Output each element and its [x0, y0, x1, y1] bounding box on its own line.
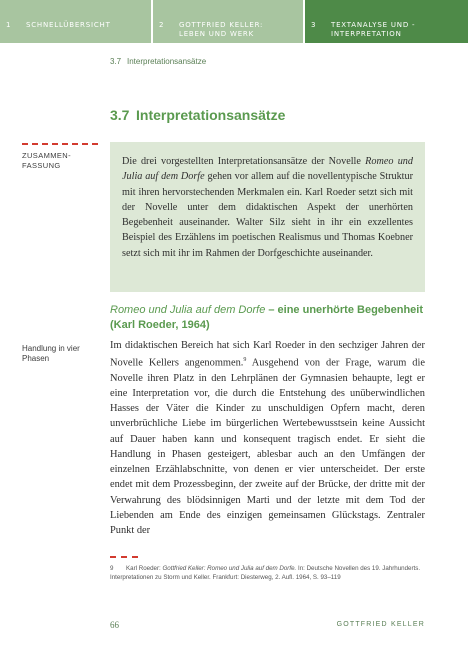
footnote-divider: [110, 556, 138, 558]
breadcrumb-number: 3.7: [110, 57, 122, 66]
footnote-author: Karl Roeder:: [126, 565, 163, 572]
breadcrumb: [110, 57, 206, 66]
body-part: Ausgehend von der Frage, warum die Novelle ihren Platz in den Lehrplänen der Gymnasien behaupte, legt er eine Interpretation vor, die durch die Entstehung des unüberwindlichen Hasses der Väter die Kinder zu unschuldigen Opfern macht, deren unverbrüchliche Liebe im bürgerlichen Wertebewusstsein keine Aussicht auf Dauer haben kann und konsequent tragisch endet. Er sieht die Handlung in Phasen gesteigert, ablesbar auch an den Umfängen der einzelnen Erzählabschnitte, von denen er vier unterscheidet. Der erste endet mit dem Prozessbeginn, der zweite auf der Brücke, der dritte mit der Verwahrung des blödsinnigen Marti und der letzte mit dem Tod der Liebenden am Ende des einzigen gemeinsamen Glückstags. Zentraler Punkt der: [110, 357, 426, 536]
tab-number: 3: [311, 21, 317, 29]
section-heading: [110, 107, 285, 123]
body-part: Im didaktischen Bereich hat sich Karl Roeder in den sechziger Jahren der Novelle Kellers angenommen.: [110, 340, 425, 369]
summary-work-title: Romeo und Julia auf dem Dorfe: [122, 156, 413, 183]
margin-divider: [22, 143, 98, 145]
tab-schnelluebersicht[interactable]: [0, 0, 151, 43]
chapter-tabs: [0, 0, 468, 43]
footnote-title: Gottfried Keller: Romeo und Julia auf dem Dorfe.: [162, 565, 297, 572]
phase-margin-label: Handlung in vier Phasen: [22, 344, 80, 363]
summary-margin-label: ZUSAMMEN- FASSUNG: [22, 151, 72, 170]
tab-label: SCHNELLÜBERSICHT: [26, 21, 111, 29]
page-number: 66: [110, 620, 119, 630]
summary-part: gehen vor allem auf die novellentypische Struktur mit ihren hervorstechenden Merkmalen ein. Karl Roeder setzt sich mit der Novelle unter dem didaktischen Aspekt der unerhörten Begebenheit auseinander. Walter Silz sieht in ihr ein exzellentes Beispiel des Erzählens im poetischen Realismus und Thomas Koebner setzt sich mit ihr im Rahmen der Dorfgeschichte auseinander.: [122, 171, 413, 259]
tab-textanalyse[interactable]: [305, 0, 468, 43]
subheading: [110, 303, 430, 333]
summary-text: [122, 154, 413, 261]
section-number: 3.7: [110, 107, 130, 123]
tab-leben-und-werk[interactable]: [153, 0, 303, 43]
running-footer: GOTTFRIED KELLER: [336, 621, 425, 628]
body-paragraph: [110, 338, 425, 538]
tab-label: TEXTANALYSE UND -INTERPRETATION: [331, 21, 416, 38]
tab-label: GOTTFRIED KELLER: LEBEN UND WERK: [179, 21, 264, 38]
footnote-number: 9: [110, 565, 114, 572]
summary-box: [110, 142, 425, 292]
footnote-text: In: Deutsche Novellen des 19. Jahrhunderts. Interpretationen zu Storm und Keller. Frankfurt: Diesterweg, 2. Aufl. 1964, S. 93–119: [110, 565, 421, 581]
summary-part: Die drei vorgestellten Interpretationsansätze der Novelle: [122, 156, 366, 167]
breadcrumb-text: Interpretationsansätze: [127, 57, 207, 66]
footnote-reference[interactable]: 9: [243, 357, 247, 364]
tab-number: 1: [6, 21, 12, 29]
subheading-work-title: Romeo und Julia auf dem Dorfe: [110, 304, 266, 316]
subheading-text: – eine unerhörte Begebenheit (Karl Roeder, 1964): [110, 304, 424, 331]
section-title: Interpretationsansätze: [136, 107, 286, 123]
footnote: [110, 564, 430, 582]
tab-number: 2: [159, 21, 165, 29]
